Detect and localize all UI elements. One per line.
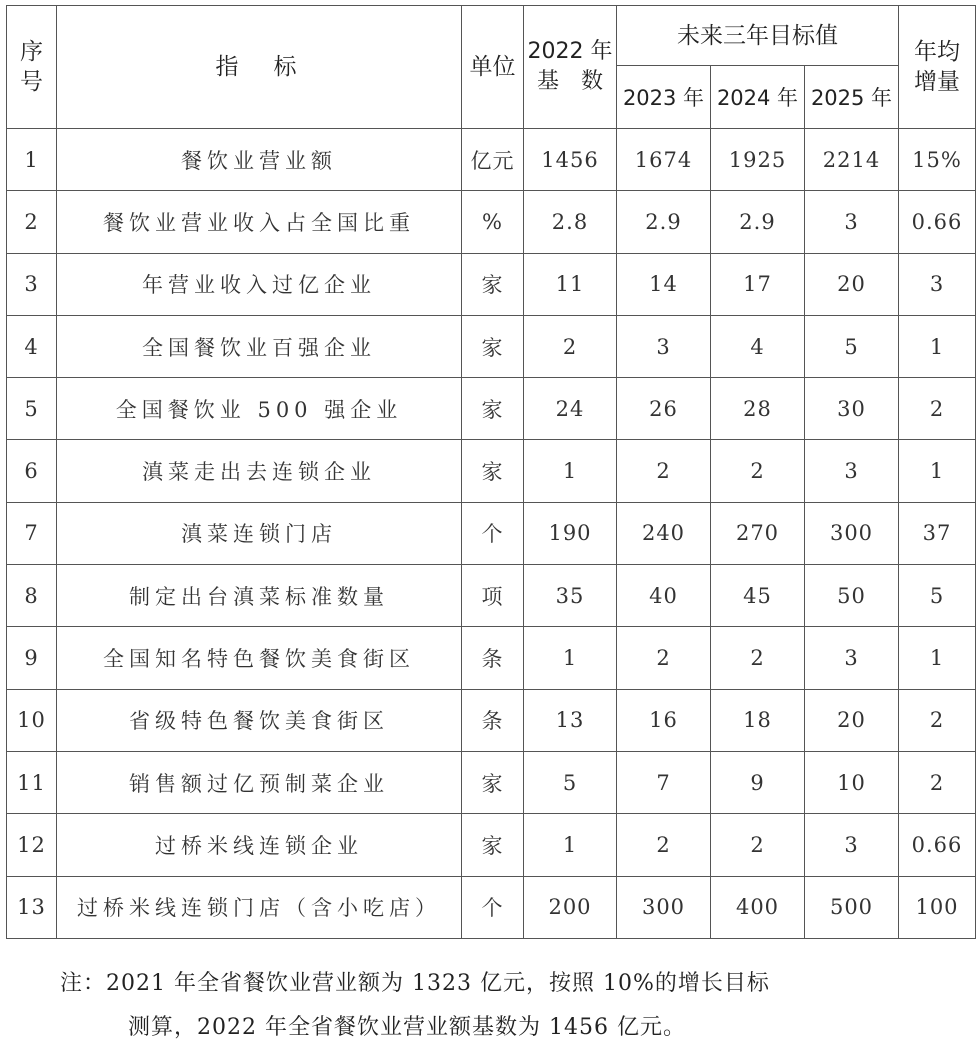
cell-growth: 0.66 xyxy=(899,814,976,876)
cell-name: 滇菜走出去连锁企业 xyxy=(57,440,462,502)
cell-unit: 家 xyxy=(462,440,524,502)
cell-seq: 8 xyxy=(7,565,57,627)
cell-y2025: 10 xyxy=(805,751,899,813)
cell-seq: 9 xyxy=(7,627,57,689)
cell-y2025: 3 xyxy=(805,627,899,689)
cell-growth: 100 xyxy=(899,876,976,938)
cell-y2025: 50 xyxy=(805,565,899,627)
cell-unit: 条 xyxy=(462,627,524,689)
cell-name: 年营业收入过亿企业 xyxy=(57,253,462,315)
cell-name: 滇菜连锁门店 xyxy=(57,502,462,564)
cell-seq: 10 xyxy=(7,689,57,751)
table-row xyxy=(7,627,976,689)
cell-y2024: 2.9 xyxy=(711,191,805,253)
header-2023: 2023 年 xyxy=(617,66,711,129)
cell-name: 过桥米线连锁门店（含小吃店） xyxy=(57,876,462,938)
header-base-year-line2: 基 数 xyxy=(536,69,603,94)
cell-base: 190 xyxy=(524,502,617,564)
cell-base: 13 xyxy=(524,689,617,751)
cell-seq: 13 xyxy=(7,876,57,938)
cell-y2023: 240 xyxy=(617,502,711,564)
targets-table xyxy=(6,5,976,939)
cell-base: 11 xyxy=(524,253,617,315)
cell-seq: 4 xyxy=(7,315,57,377)
cell-y2024: 28 xyxy=(711,378,805,440)
cell-name: 过桥米线连锁企业 xyxy=(57,814,462,876)
footnote-line2: 测算，2022 年全省餐饮业营业额基数为 1456 亿元。 xyxy=(128,1015,686,1040)
cell-base: 2.8 xyxy=(524,191,617,253)
table-row xyxy=(7,129,976,191)
cell-unit: % xyxy=(462,191,524,253)
cell-y2024: 1925 xyxy=(711,129,805,191)
cell-seq: 7 xyxy=(7,502,57,564)
cell-seq: 6 xyxy=(7,440,57,502)
cell-y2023: 2 xyxy=(617,814,711,876)
cell-y2025: 2214 xyxy=(805,129,899,191)
table-row xyxy=(7,253,976,315)
cell-y2025: 3 xyxy=(805,440,899,502)
table-row xyxy=(7,751,976,813)
header-base-year xyxy=(524,6,617,129)
cell-base: 24 xyxy=(524,378,617,440)
cell-y2025: 3 xyxy=(805,814,899,876)
cell-y2024: 2 xyxy=(711,627,805,689)
cell-base: 1 xyxy=(524,814,617,876)
cell-unit: 家 xyxy=(462,751,524,813)
header-seq: 序号 xyxy=(7,6,57,129)
cell-name: 餐饮业营业额 xyxy=(57,129,462,191)
cell-name: 全国餐饮业百强企业 xyxy=(57,315,462,377)
table-row xyxy=(7,565,976,627)
header-future-group: 未来三年目标值 xyxy=(617,6,899,66)
cell-growth: 1 xyxy=(899,627,976,689)
cell-y2025: 20 xyxy=(805,689,899,751)
header-unit: 单位 xyxy=(462,6,524,129)
table-row xyxy=(7,814,976,876)
cell-y2024: 2 xyxy=(711,440,805,502)
cell-y2023: 3 xyxy=(617,315,711,377)
cell-y2023: 2.9 xyxy=(617,191,711,253)
cell-growth: 1 xyxy=(899,315,976,377)
cell-y2024: 17 xyxy=(711,253,805,315)
cell-y2024: 45 xyxy=(711,565,805,627)
cell-y2023: 40 xyxy=(617,565,711,627)
cell-base: 5 xyxy=(524,751,617,813)
table-row xyxy=(7,315,976,377)
cell-seq: 12 xyxy=(7,814,57,876)
cell-y2023: 300 xyxy=(617,876,711,938)
cell-growth: 2 xyxy=(899,751,976,813)
cell-unit: 家 xyxy=(462,253,524,315)
cell-y2023: 26 xyxy=(617,378,711,440)
header-indicator: 指 标 xyxy=(57,6,462,129)
cell-y2024: 400 xyxy=(711,876,805,938)
cell-y2025: 30 xyxy=(805,378,899,440)
cell-name: 省级特色餐饮美食街区 xyxy=(57,689,462,751)
table-row xyxy=(7,440,976,502)
cell-seq: 1 xyxy=(7,129,57,191)
cell-unit: 个 xyxy=(462,876,524,938)
cell-seq: 11 xyxy=(7,751,57,813)
cell-base: 200 xyxy=(524,876,617,938)
cell-y2025: 5 xyxy=(805,315,899,377)
cell-y2024: 9 xyxy=(711,751,805,813)
cell-growth: 0.66 xyxy=(899,191,976,253)
cell-y2025: 300 xyxy=(805,502,899,564)
cell-base: 2 xyxy=(524,315,617,377)
header-base-year-line1: 2022 年 xyxy=(527,39,613,64)
cell-base: 1 xyxy=(524,440,617,502)
cell-y2024: 18 xyxy=(711,689,805,751)
cell-name: 销售额过亿预制菜企业 xyxy=(57,751,462,813)
cell-unit: 家 xyxy=(462,378,524,440)
cell-y2025: 20 xyxy=(805,253,899,315)
cell-unit: 亿元 xyxy=(462,129,524,191)
cell-unit: 个 xyxy=(462,502,524,564)
cell-base: 1 xyxy=(524,627,617,689)
cell-name: 全国餐饮业 500 强企业 xyxy=(57,378,462,440)
cell-base: 1456 xyxy=(524,129,617,191)
cell-seq: 2 xyxy=(7,191,57,253)
cell-name: 制定出台滇菜标准数量 xyxy=(57,565,462,627)
header-annual-growth: 年均增量 xyxy=(899,6,976,129)
cell-y2023: 16 xyxy=(617,689,711,751)
table-row xyxy=(7,191,976,253)
cell-growth: 1 xyxy=(899,440,976,502)
cell-y2023: 14 xyxy=(617,253,711,315)
cell-y2025: 3 xyxy=(805,191,899,253)
cell-base: 35 xyxy=(524,565,617,627)
cell-name: 全国知名特色餐饮美食街区 xyxy=(57,627,462,689)
cell-y2025: 500 xyxy=(805,876,899,938)
cell-y2023: 2 xyxy=(617,440,711,502)
header-2025: 2025 年 xyxy=(805,66,899,129)
cell-y2023: 1674 xyxy=(617,129,711,191)
cell-seq: 3 xyxy=(7,253,57,315)
cell-y2023: 2 xyxy=(617,627,711,689)
cell-unit: 家 xyxy=(462,315,524,377)
cell-seq: 5 xyxy=(7,378,57,440)
cell-growth: 37 xyxy=(899,502,976,564)
cell-y2023: 7 xyxy=(617,751,711,813)
table-row xyxy=(7,502,976,564)
cell-growth: 5 xyxy=(899,565,976,627)
cell-growth: 15% xyxy=(899,129,976,191)
table-row xyxy=(7,689,976,751)
table-row xyxy=(7,378,976,440)
cell-y2024: 2 xyxy=(711,814,805,876)
footnote xyxy=(60,962,970,1050)
cell-growth: 2 xyxy=(899,689,976,751)
cell-unit: 条 xyxy=(462,689,524,751)
header-2024: 2024 年 xyxy=(711,66,805,129)
cell-growth: 3 xyxy=(899,253,976,315)
table-row xyxy=(7,876,976,938)
cell-unit: 项 xyxy=(462,565,524,627)
footnote-line1: 注：2021 年全省餐饮业营业额为 1323 亿元，按照 10%的增长目标 xyxy=(60,971,770,996)
cell-y2024: 270 xyxy=(711,502,805,564)
cell-y2024: 4 xyxy=(711,315,805,377)
cell-name: 餐饮业营业收入占全国比重 xyxy=(57,191,462,253)
cell-unit: 家 xyxy=(462,814,524,876)
cell-growth: 2 xyxy=(899,378,976,440)
